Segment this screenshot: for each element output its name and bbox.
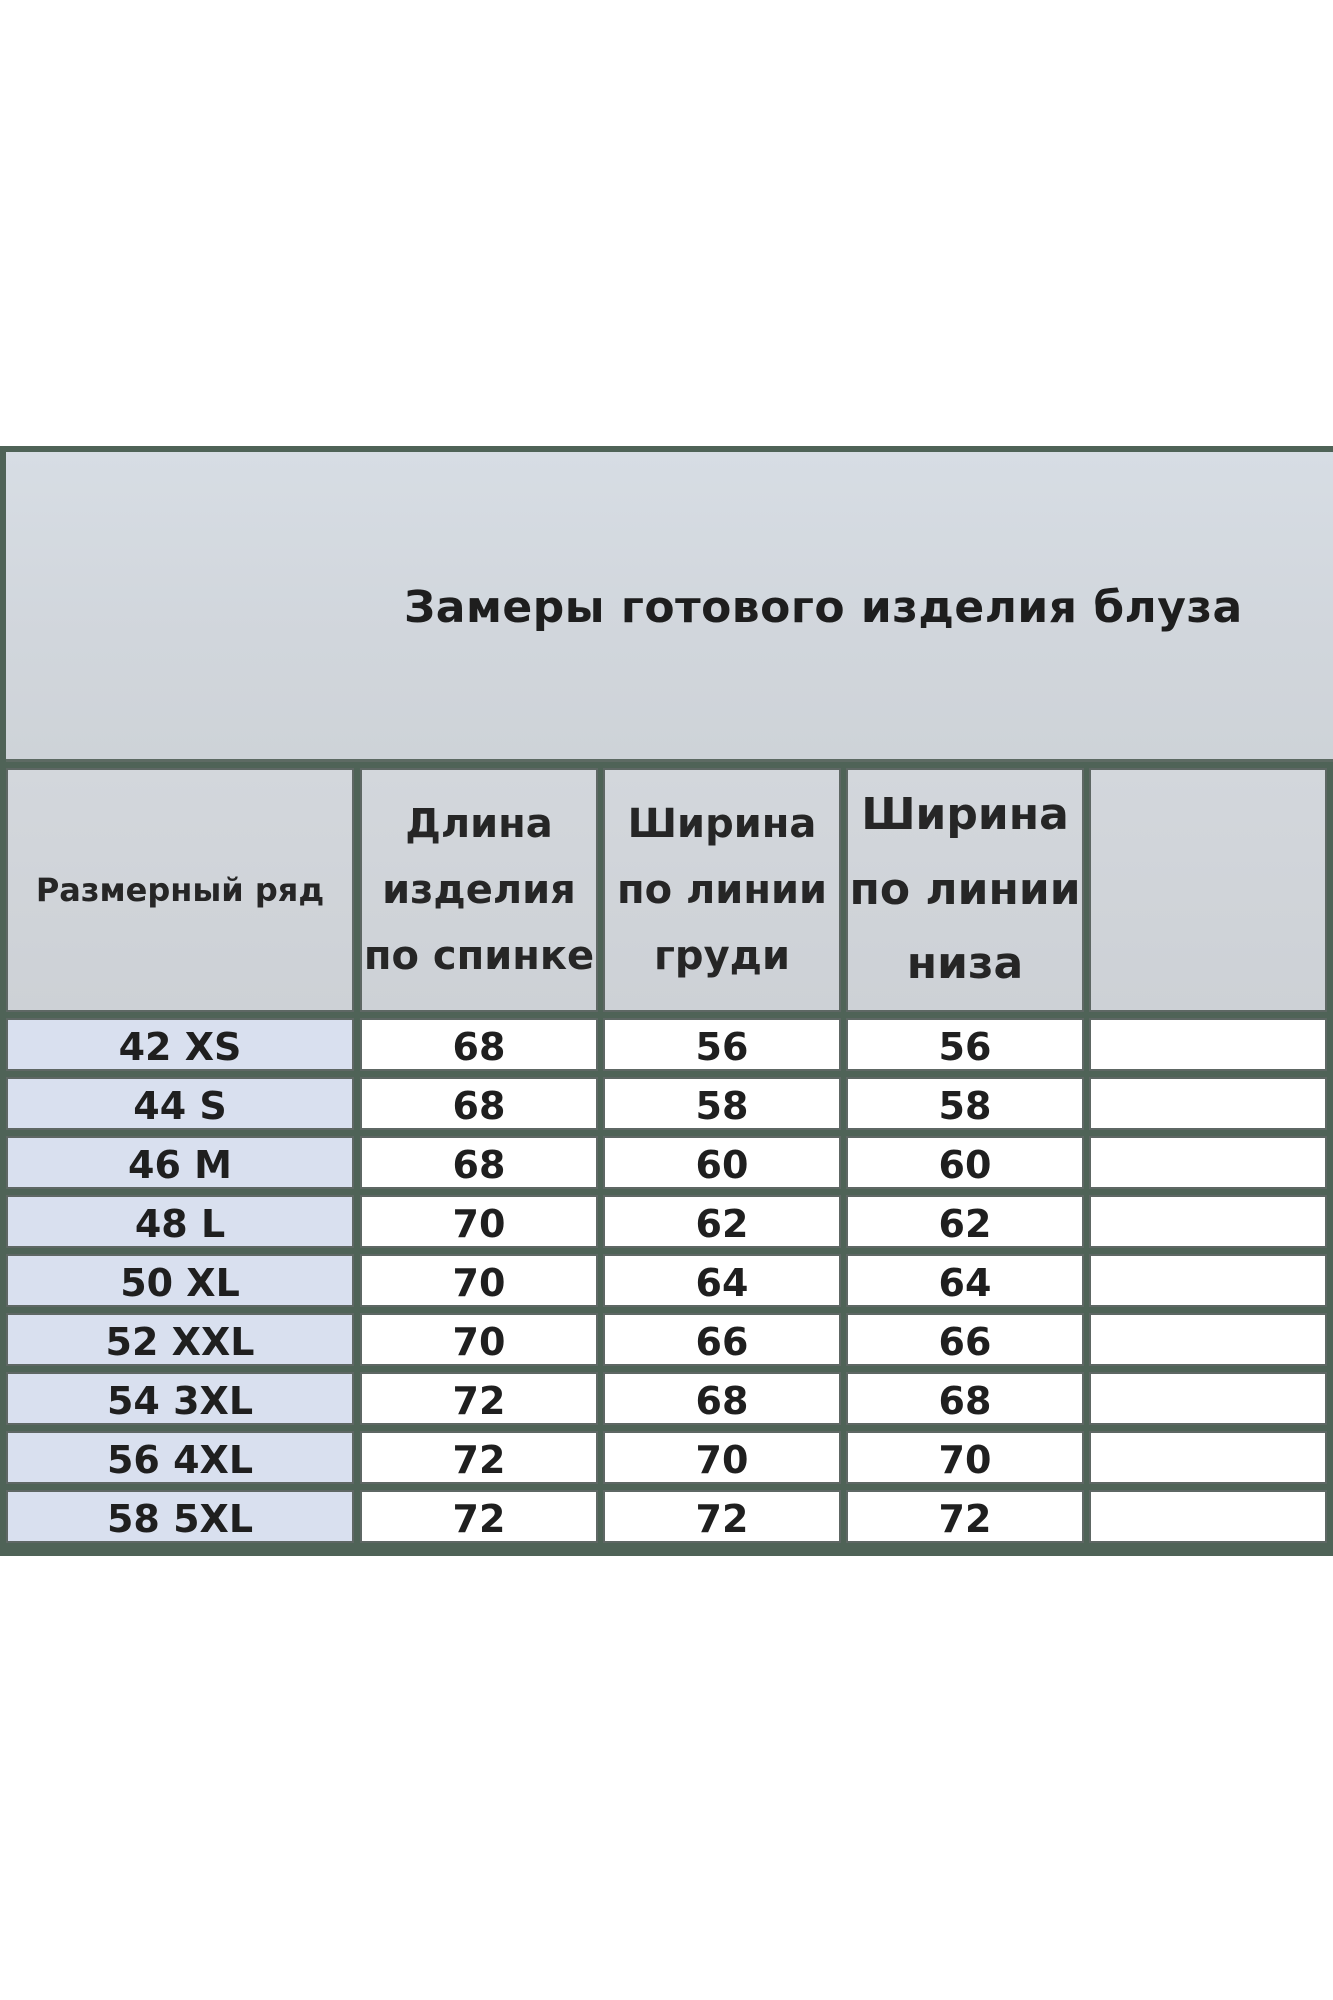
column-header-line: Длина [405, 801, 553, 847]
measurement-cell: 56 [603, 1018, 841, 1071]
measurement-cell [1089, 1018, 1327, 1071]
measurement-cell: 70 [360, 1195, 598, 1248]
measurement-cell: 68 [360, 1077, 598, 1130]
column-header-line: Размерный ряд [35, 870, 325, 909]
measurement-cell: 72 [360, 1490, 598, 1543]
measurement-cell: 66 [603, 1313, 841, 1366]
measurement-cell [1089, 1195, 1327, 1248]
size-label-cell: 58 5XL [6, 1490, 354, 1543]
measurement-cell: 60 [846, 1136, 1084, 1189]
size-label-cell: 44 S [6, 1077, 354, 1130]
measurement-cell: 72 [846, 1490, 1084, 1543]
measurement-cell: 68 [360, 1136, 598, 1189]
column-header-4 [1089, 768, 1327, 1012]
column-header-line: низа [906, 938, 1024, 990]
measurement-cell: 62 [603, 1195, 841, 1248]
measurement-cell: 72 [603, 1490, 841, 1543]
measurement-cell: 68 [846, 1372, 1084, 1425]
column-header-line: Ширина [861, 788, 1069, 840]
title-banner [6, 452, 1333, 762]
measurement-cell: 58 [846, 1077, 1084, 1130]
measurement-cell: 66 [846, 1313, 1084, 1366]
measurement-cell: 70 [846, 1431, 1084, 1484]
measurement-cell [1089, 1136, 1327, 1189]
measurement-cell: 64 [603, 1254, 841, 1307]
column-header-line: по спинке [363, 933, 595, 979]
measurement-cell: 68 [603, 1372, 841, 1425]
column-header-3 [846, 768, 1084, 1012]
measurement-cell: 60 [603, 1136, 841, 1189]
size-label-cell: 50 XL [6, 1254, 354, 1307]
measurement-cell: 72 [360, 1372, 598, 1425]
measurement-cell: 70 [360, 1254, 598, 1307]
measurement-cell [1089, 1313, 1327, 1366]
size-label-cell: 56 4XL [6, 1431, 354, 1484]
measurement-cell: 72 [360, 1431, 598, 1484]
column-header-line: груди [654, 933, 790, 979]
measurement-cell [1089, 1254, 1327, 1307]
column-header-line: изделия [382, 867, 576, 913]
measurement-cell: 56 [846, 1018, 1084, 1071]
measurement-cell: 58 [603, 1077, 841, 1130]
measurement-cell: 70 [603, 1431, 841, 1484]
column-header-2 [603, 768, 841, 1012]
measurement-cell: 70 [360, 1313, 598, 1366]
column-header-line: по линии [616, 867, 828, 913]
column-header-0 [6, 768, 354, 1012]
size-chart-table [0, 446, 1333, 1556]
column-header-1 [360, 768, 598, 1012]
column-header-line: по линии [849, 863, 1081, 915]
measurement-cell [1089, 1431, 1327, 1484]
measurement-cell [1089, 1372, 1327, 1425]
table-title: Замеры готового изделия блуза [404, 582, 1243, 633]
column-header-line: Ширина [627, 801, 817, 847]
measurement-cell: 64 [846, 1254, 1084, 1307]
size-label-cell: 48 L [6, 1195, 354, 1248]
measurement-cell [1089, 1077, 1327, 1130]
measurement-cell [1089, 1490, 1327, 1543]
measurement-cell: 68 [360, 1018, 598, 1071]
measurement-cell: 62 [846, 1195, 1084, 1248]
size-label-cell: 46 M [6, 1136, 354, 1189]
size-label-cell: 42 XS [6, 1018, 354, 1071]
size-label-cell: 54 3XL [6, 1372, 354, 1425]
size-label-cell: 52 XXL [6, 1313, 354, 1366]
